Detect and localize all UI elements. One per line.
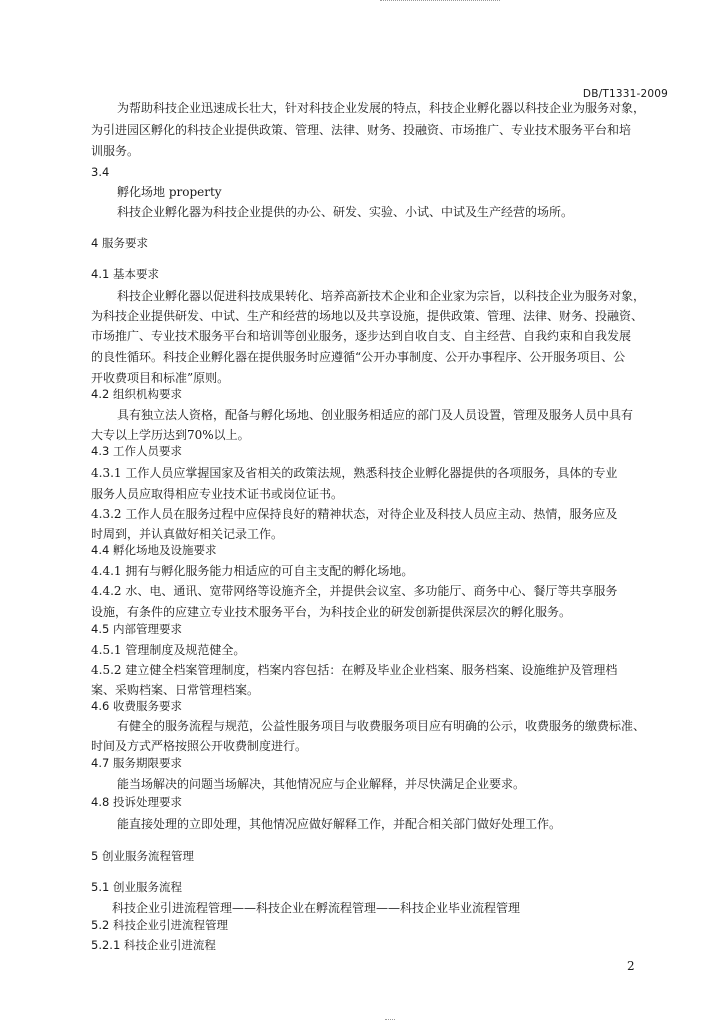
text-line: 服务人员应取得相应专业技术证书或岗位证书。 (91, 487, 344, 501)
text-line: 时周到，并认真做好相关记录工作。 (91, 527, 284, 541)
text-line: 科技企业孵化器为科技企业提供的办公、研发、实验、小试、中试及生产经营的场所。 (117, 205, 574, 219)
text-line: 为引进园区孵化的科技企业提供政策、管理、法律、财务、投融资、市场推广、专业技术服务平台和培 (91, 123, 632, 137)
text-line: 时间及方式严格按照公开收费制度进行。 (91, 739, 308, 753)
subsection-heading: 4.6 收费服务要求 (91, 699, 182, 713)
text-line: 能当场解决的问题当场解决，其他情况应与企业解释，并尽快满足企业要求。 (117, 777, 526, 791)
document-code: DB/T1331-2009 (582, 88, 668, 100)
text-line: 训服务。 (91, 144, 140, 158)
text-line: 科技企业孵化器以促进科技成果转化、培养高新技术企业和企业家为宗旨，以科技企业为服务对象， (117, 289, 646, 303)
text-line: 案、采购档案、日常管理档案。 (91, 683, 260, 697)
subsection-heading: 5.1 创业服务流程 (91, 880, 182, 894)
section-heading: 5 创业服务流程管理 (91, 849, 194, 863)
text-line: 具有独立法人资格，配备与孵化场地、创业服务相适应的部门及人员设置，管理及服务人员中具有 (117, 408, 634, 422)
process-flow-text: 科技企业引进流程管理——科技企业在孵流程管理——科技企业毕业流程管理 (112, 901, 521, 915)
text-line: 为帮助科技企业迅速成长壮大，针对科技企业发展的特点，科技企业孵化器以科技企业为服务对象， (117, 101, 646, 115)
subsection-heading: 4.4 孵化场地及设施要求 (91, 543, 217, 557)
scan-mark-bottom (385, 1019, 395, 1022)
text-line: 为科技企业提供研发、中试、生产和经营的场地以及共享设施，提供政策、管理、法律、财务、投融资、 (91, 309, 644, 323)
section-number: 3.4 (91, 165, 110, 179)
subsection-heading: 4.3 工作人员要求 (91, 444, 182, 458)
text-line: 市场推广、专业技术服务平台和培训等创业服务，逐步达到自收自支、自主经营、自我约束和自我发展 (91, 329, 632, 343)
text-line: 设施，有条件的应建立专业技术服务平台，为科技企业的研发创新提供深层次的孵化服务。 (91, 605, 572, 619)
subsection-heading: 5.2.1 科技企业引进流程 (91, 938, 216, 952)
text-line: 有健全的服务流程与规范，公益性服务项目与收费服务项目应有明确的公示，收费服务的缴费标准、 (117, 719, 646, 733)
subsection-heading: 4.5 内部管理要求 (91, 622, 182, 636)
text-line: 4.3.1 工作人员应掌握国家及省相关的政策法规，熟悉科技企业孵化器提供的各项服务，具体的专业 (91, 466, 618, 480)
text-line: 4.5.2 建立健全档案管理制度，档案内容包括：在孵及毕业企业档案、服务档案、设施维护及管理档 (91, 663, 618, 677)
section-heading: 4 服务要求 (91, 236, 148, 250)
text-line: 4.4.1 拥有与孵化服务能力相适应的可自主支配的孵化场地。 (91, 564, 414, 578)
subsection-heading: 4.8 投诉处理要求 (91, 795, 182, 809)
text-line: 4.4.2 水、电、通讯、宽带网络等设施齐全，并提供会议室、多功能厅、商务中心、餐厅等共享服务 (91, 584, 618, 598)
term-title: 孵化场地 property (117, 185, 222, 199)
text-line: 4.5.1 管理制度及规范健全。 (91, 643, 246, 657)
scan-mark-top (380, 0, 500, 5)
subsection-heading: 4.7 服务期限要求 (91, 756, 182, 770)
text-line: 4.3.2 工作人员在服务过程中应保持良好的精神状态，对待企业及科技人员应主动、热情，服务应及 (91, 507, 618, 521)
text-line: 的良性循环。科技企业孵化器在提供服务时应遵循“公开办事制度、公开办事程序、公开服务项目、公 (91, 350, 626, 364)
text-line: 能直接处理的立即处理，其他情况应做好解释工作，并配合相关部门做好处理工作。 (117, 817, 562, 831)
subsection-heading: 4.1 基本要求 (91, 267, 159, 281)
text-line: 大专以上学历达到70%以上。 (91, 428, 250, 442)
text-line: 开收费项目和标准”原则。 (91, 371, 230, 385)
subsection-heading: 5.2 科技企业引进流程管理 (91, 918, 228, 932)
page-number: 2 (627, 959, 635, 973)
subsection-heading: 4.2 组织机构要求 (91, 387, 182, 401)
